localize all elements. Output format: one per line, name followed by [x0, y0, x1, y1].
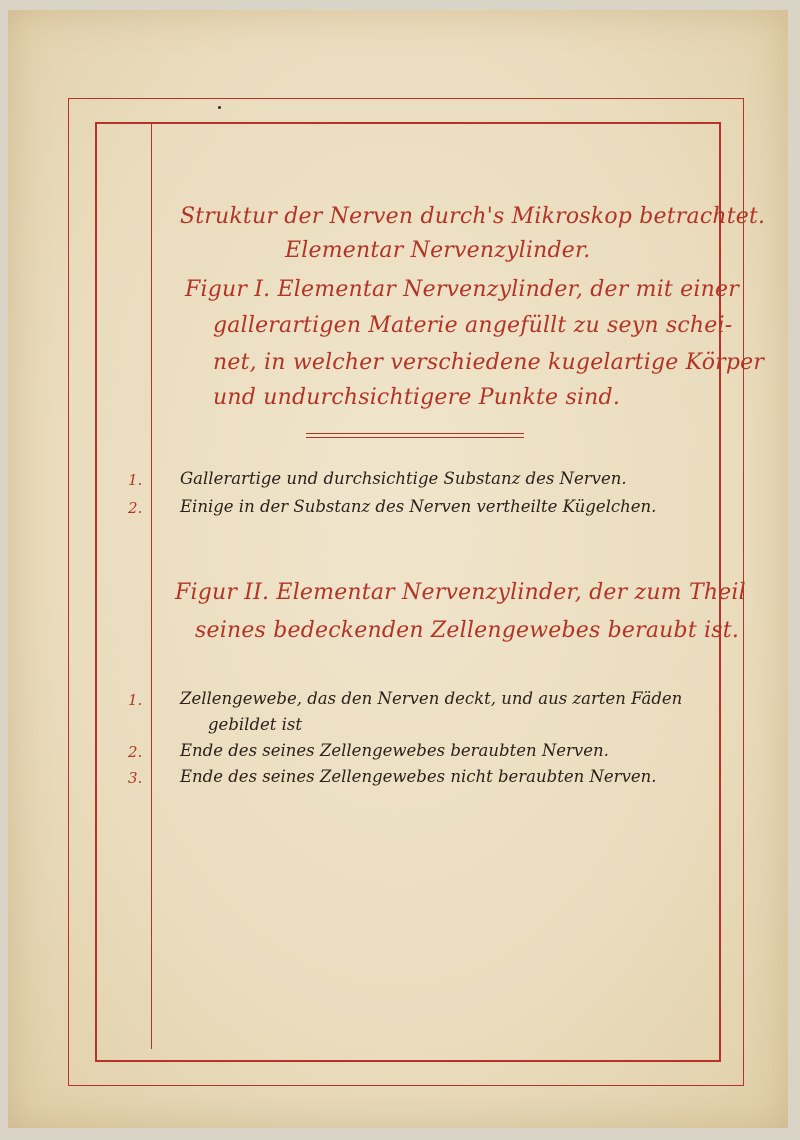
figure1-item-text: Gallerartige und durchsichtige Substanz des Nerven.: [180, 469, 627, 488]
manuscript-page: [8, 10, 788, 1128]
margin-rule: [151, 123, 152, 1049]
figure2-item-number: 2.: [128, 743, 143, 761]
header-line-2: Elementar Nervenzylinder.: [285, 238, 591, 263]
figure2-item-text: Ende des seines Zellengewebes beraubten Nerven.: [180, 741, 609, 760]
figure1-item-text: Einige in der Substanz des Nerven vertheilte Kügelchen.: [180, 497, 657, 516]
figure2-heading-line-2: seines bedeckenden Zellengewebes beraubt ist.: [195, 618, 740, 643]
header-line-6: und undurchsichtigere Punkte sind.: [213, 385, 621, 410]
header-line-5: net, in welcher verschiedene kugelartige Körper: [213, 350, 765, 375]
header-line-3: Figur I. Elementar Nervenzylinder, der mit einer: [185, 277, 739, 302]
figure1-item-number: 1.: [128, 471, 143, 489]
header-line-4: gallerartigen Materie angefüllt zu seyn schei-: [213, 313, 733, 338]
figure2-heading-line-1: Figur II. Elementar Nervenzylinder, der zum Theil: [175, 580, 746, 605]
figure2-item-number: 1.: [128, 691, 143, 709]
figure2-item-text: Ende des seines Zellengewebes nicht beraubten Nerven.: [180, 767, 657, 786]
ink-dot: [218, 106, 221, 109]
figure2-item-text-continued: gebildet ist: [208, 715, 303, 734]
section-divider: [306, 433, 524, 438]
header-line-1: Struktur der Nerven durch's Mikroskop betrachtet.: [180, 204, 766, 229]
figure2-item-text: Zellengewebe, das den Nerven deckt, und aus zarten Fäden: [180, 689, 683, 708]
figure1-item-number: 2.: [128, 499, 143, 517]
figure2-item-number: 3.: [128, 769, 143, 787]
